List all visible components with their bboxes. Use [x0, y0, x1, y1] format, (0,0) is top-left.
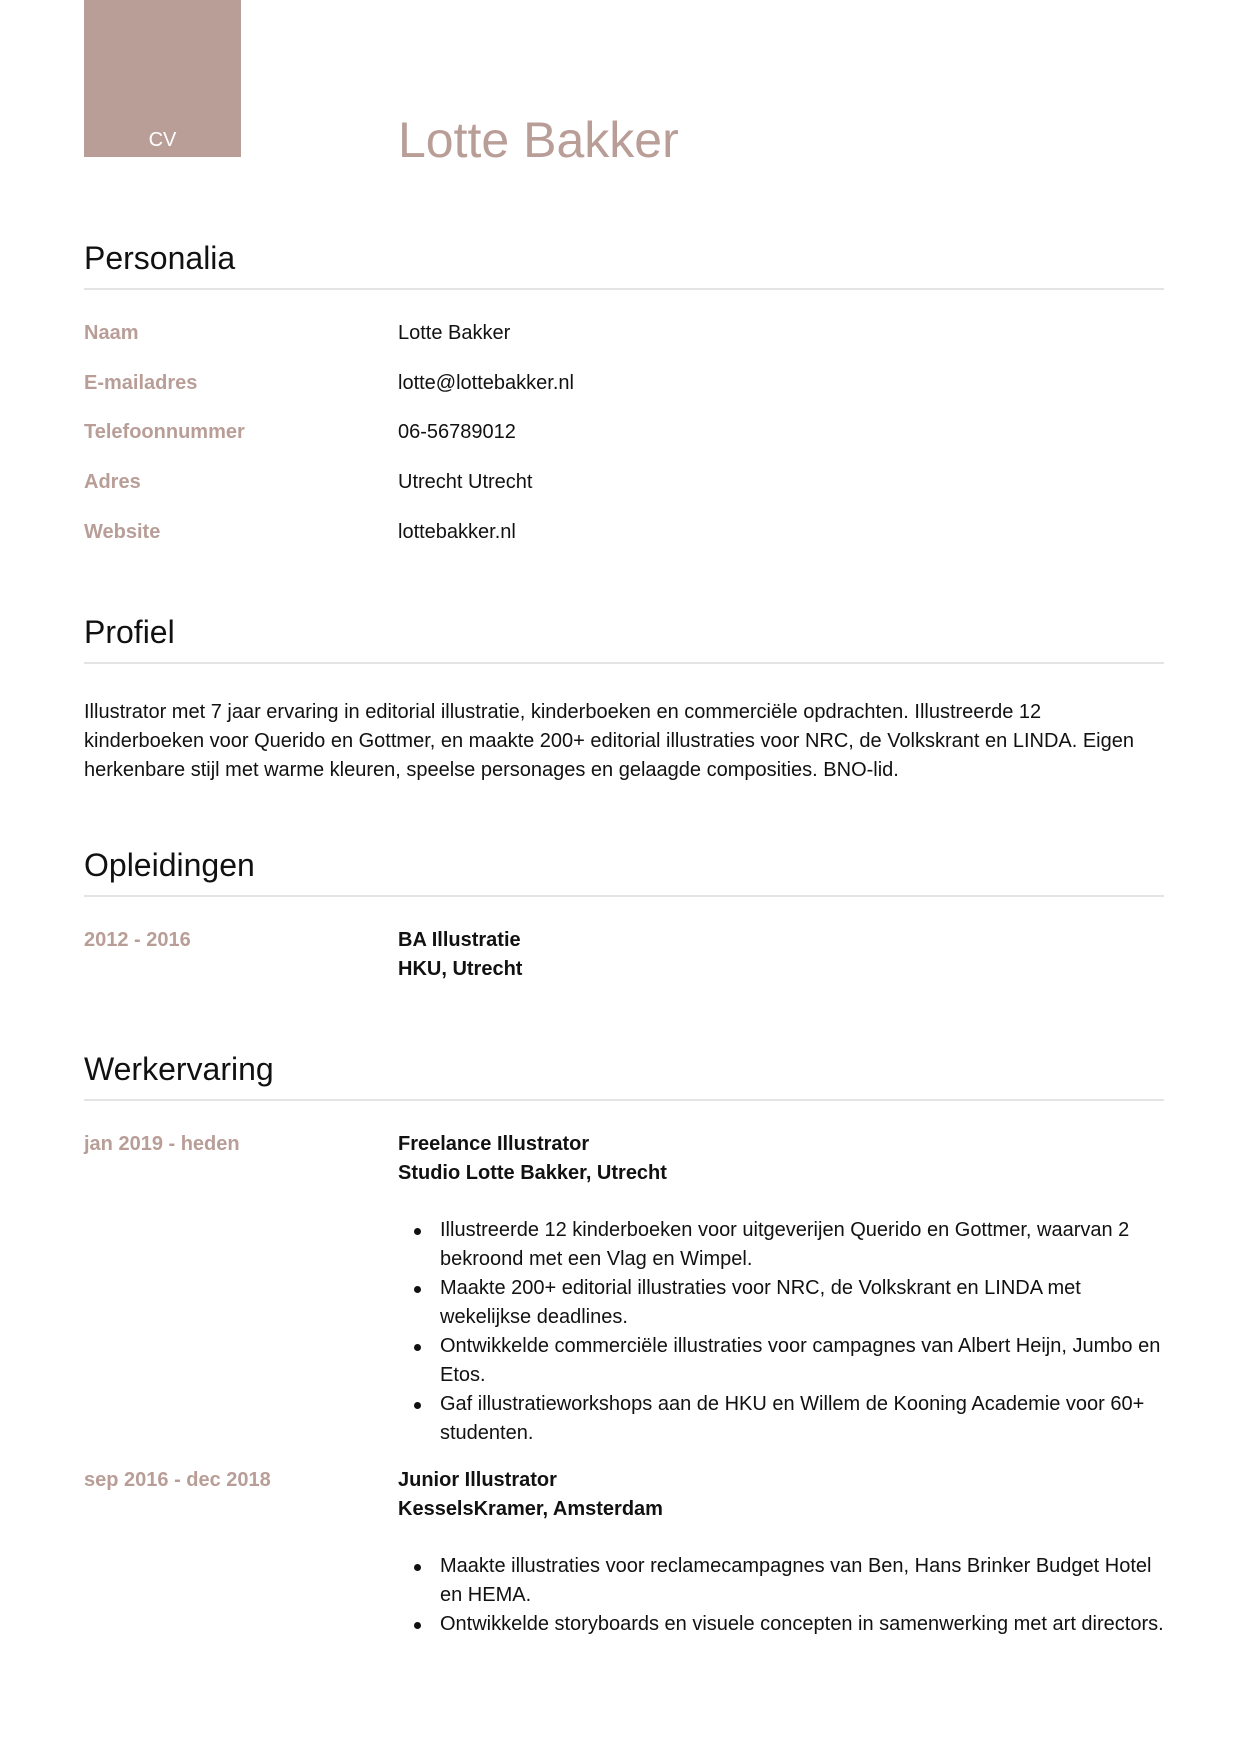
experience-role: Freelance Illustrator: [398, 1133, 590, 1155]
profile-text: Illustrator met 7 jaar ervaring in editorial illustratie, kinderboeken en commerciële opdrachten. Illustreerde 12 kinderboeken voor Querido en Gottmer, en maakte 200+ editorial illustraties voor NRC, de Volkskrant en LINDA. Eigen herkenbare stijl met warme kleuren, speelse personages en gelaagde composities. BNO-lid.: [84, 701, 1134, 781]
education-degree: BA Illustratie: [398, 929, 521, 951]
list-item: Illustreerde 12 kinderboeken voor uitgeverijen Querido en Gottmer, waarvan 2 bekroond met een Vlag en Wimpel.: [398, 1216, 1164, 1274]
section-divider: [84, 895, 1164, 897]
section-title-werkervaring: Werkervaring: [84, 1051, 274, 1087]
experience-entry: [398, 1466, 1164, 1639]
personalia-value-website: lottebakker.nl: [398, 521, 516, 543]
experience-entry: [398, 1130, 1164, 1448]
list-item: Maakte 200+ editorial illustraties voor NRC, de Volkskrant en LINDA met wekelijkse deadlines.: [398, 1274, 1164, 1332]
section-divider: [84, 288, 1164, 290]
section-title-opleidingen: Opleidingen: [84, 847, 255, 883]
experience-company: KesselsKramer, Amsterdam: [398, 1498, 663, 1520]
personalia-label-telefoon: Telefoonnummer: [84, 421, 245, 443]
experience-bullet-list: [398, 1216, 1164, 1448]
list-item: Ontwikkelde storyboards en visuele concepten in samenwerking met art directors.: [398, 1610, 1164, 1639]
education-school: HKU, Utrecht: [398, 958, 523, 980]
personalia-value-naam: Lotte Bakker: [398, 322, 511, 344]
list-item: Gaf illustratieworkshops aan de HKU en Willem de Kooning Academie voor 60+ studenten.: [398, 1390, 1164, 1448]
cv-badge: [84, 0, 241, 157]
personalia-value-email: lotte@lottebakker.nl: [398, 372, 574, 394]
education-period: 2012 - 2016: [84, 929, 191, 951]
personalia-value-adres: Utrecht Utrecht: [398, 471, 533, 493]
section-divider: [84, 662, 1164, 664]
list-item: Maakte illustraties voor reclamecampagnes van Ben, Hans Brinker Budget Hotel en HEMA.: [398, 1552, 1164, 1610]
personalia-label-adres: Adres: [84, 471, 141, 493]
candidate-name: Lotte Bakker: [398, 112, 679, 168]
section-title-personalia: Personalia: [84, 240, 236, 276]
experience-bullet-list: [398, 1552, 1164, 1639]
list-item: Ontwikkelde commerciële illustraties voor campagnes van Albert Heijn, Jumbo en Etos.: [398, 1332, 1164, 1390]
personalia-label-email: E-mailadres: [84, 372, 198, 394]
section-title-profiel: Profiel: [84, 614, 175, 650]
personalia-label-website: Website: [84, 521, 161, 543]
experience-company: Studio Lotte Bakker, Utrecht: [398, 1162, 667, 1184]
section-divider: [84, 1099, 1164, 1101]
experience-role: Junior Illustrator: [398, 1469, 557, 1491]
experience-period: jan 2019 - heden: [84, 1133, 240, 1155]
cv-badge-label: CV: [148, 129, 177, 151]
personalia-label-naam: Naam: [84, 322, 139, 344]
experience-period: sep 2016 - dec 2018: [84, 1469, 271, 1491]
personalia-value-telefoon: 06-56789012: [398, 421, 516, 443]
education-entry: [398, 926, 1164, 984]
